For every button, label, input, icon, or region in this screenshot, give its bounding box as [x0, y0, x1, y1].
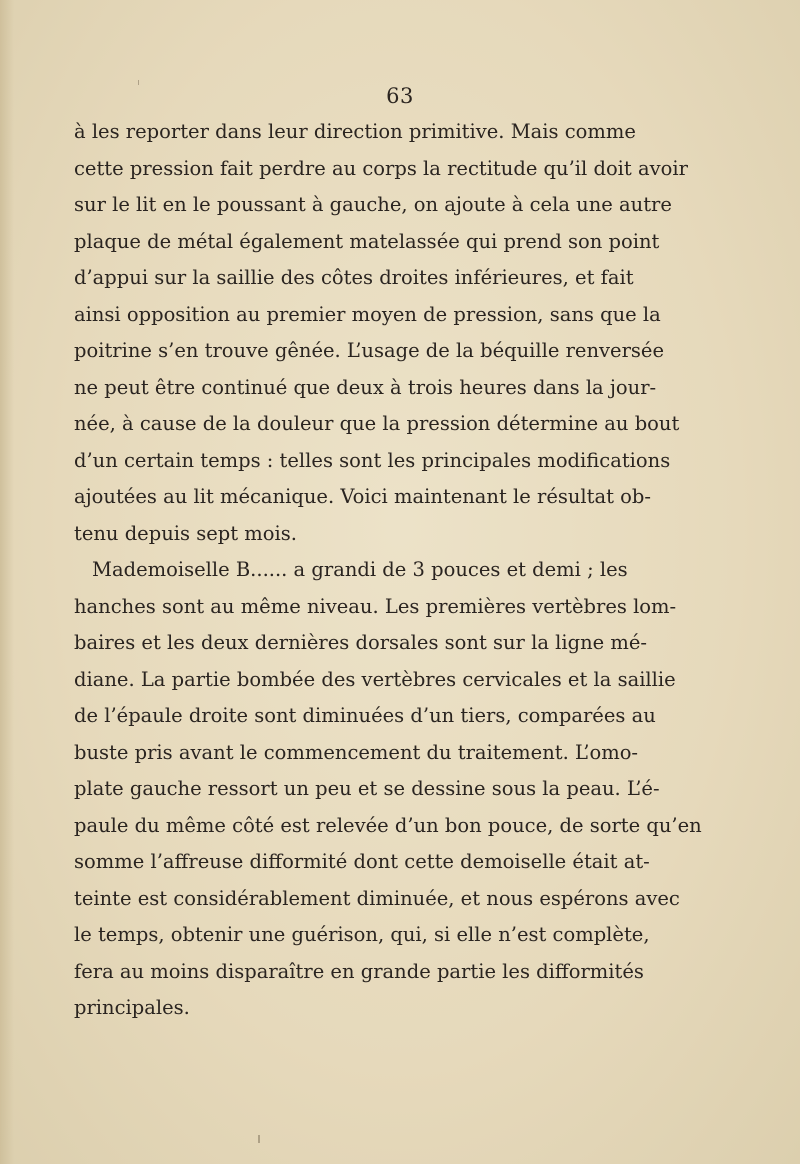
text-line: d’appui sur la saillie des côtes droites inférieures, et fait [74, 266, 634, 289]
text-line: plate gauche ressort un peu et se dessine sous la peau. L’é- [74, 777, 660, 800]
text-line: ne peut être continué que deux à trois heures dans la jour- [74, 375, 657, 399]
text-line: ajoutées au lit mécanique. Voici maintenant le résultat ob- [74, 485, 651, 508]
text-line: cette pression fait perdre au corps la rectitude qu’il doit avoir [74, 156, 688, 180]
text-line: teinte est considérablement diminuée, et nous espérons avec [74, 886, 680, 910]
paragraph-1 [74, 114, 688, 552]
text-line: diane. La partie bombée des vertèbres cervicales et la saillie [74, 667, 676, 691]
text-line: tenu depuis sept mois. [74, 521, 297, 545]
text-line: fera au moins disparaître en grande partie les difformités [74, 959, 644, 983]
text-line: hanches sont au même niveau. Les premières vertèbres lom- [74, 594, 677, 618]
text-line: paule du même côté est relevée d’un bon pouce, de sorte qu’en [74, 813, 702, 837]
text-line: d’un certain temps : telles sont les principales modifications [74, 448, 671, 472]
body-text [74, 114, 702, 1027]
page-edge-shadow [0, 0, 14, 1164]
text-line: baires et les deux dernières dorsales sont sur la ligne mé- [74, 631, 648, 654]
text-line: ainsi opposition au premier moyen de pression, sans que la [74, 302, 661, 326]
text-line: née, à cause de la douleur que la pression détermine au bout [74, 412, 680, 435]
page-number: 63 [386, 84, 414, 108]
text-line: Mademoiselle B...... a grandi de 3 pouces et demi ; les [92, 558, 628, 581]
text-line: à les reporter dans leur direction primitive. Mais comme [74, 120, 636, 143]
text-line: somme l’affreuse difformité dont cette demoiselle était at- [74, 850, 650, 873]
text-line: le temps, obtenir une guérison, qui, si elle n’est complète, [74, 923, 650, 946]
paper-fleck [258, 1135, 260, 1143]
text-line: sur le lit en le poussant à gauche, on ajoute à cela une autre [74, 193, 672, 216]
paragraph-2 [74, 552, 702, 1027]
text-line: de l’épaule droite sont diminuées d’un tiers, comparées au [74, 704, 656, 727]
paper-fleck [138, 80, 139, 85]
text-line: poitrine s’en trouve gênée. L’usage de la béquille renversée [74, 339, 664, 362]
text-line: principales. [74, 996, 190, 1019]
text-line: plaque de métal également matelassée qui prend son point [74, 229, 660, 253]
text-line: buste pris avant le commencement du traitement. L’omo- [74, 740, 639, 764]
